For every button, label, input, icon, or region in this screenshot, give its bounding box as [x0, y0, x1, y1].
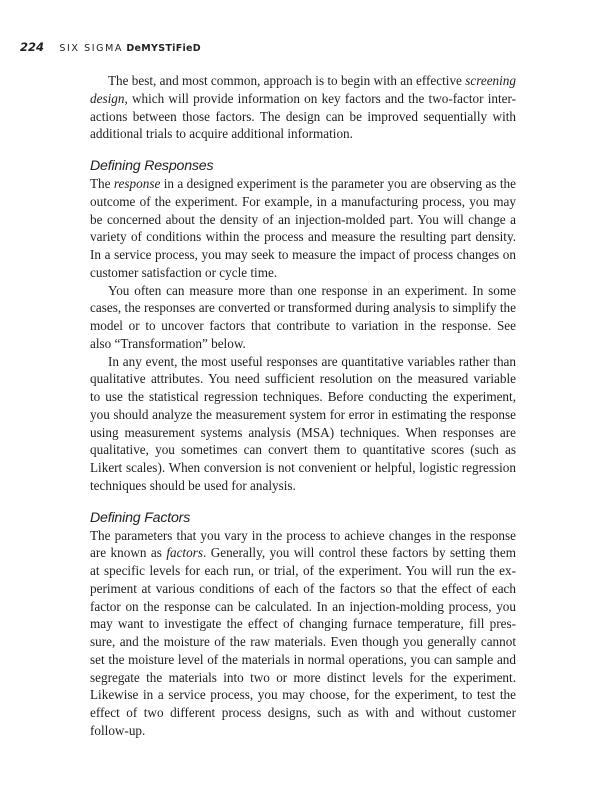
running-head: [20, 40, 201, 54]
text-line: actions between those factors. The design can be improved sequentially with: [90, 108, 516, 124]
responses-paragraph-3: [90, 353, 516, 495]
text-line: factor on the response can be calculated. In an injection-molding process, you: [90, 598, 516, 614]
text-line: Likert scales). When conversion is not convenient or helpful, logistic regression: [90, 460, 516, 475]
section-heading-responses: Defining Responses: [90, 158, 214, 174]
text-line: qualitative attributes. You need sufficient resolution on the measured variable: [90, 371, 516, 387]
text-line: qualitative, you sometimes can convert them to quantitative scores (such as: [90, 442, 516, 458]
text-line: outcome of the experiment. For example, in a manufacturing process, you may: [90, 193, 516, 209]
book-title: SIX SIGMA: [59, 43, 124, 54]
emphasis-term: factors: [166, 545, 203, 561]
text-line: follow-up.: [90, 722, 146, 738]
text-line: variety of conditions within the process and measure the resulting part density.: [90, 229, 516, 245]
text-line: may want to investigate the effect of changing furnace temperature, fill pres-: [90, 616, 516, 632]
text-line: The best, and most common, approach is to begin with an effective screening: [108, 73, 516, 88]
text-line: using measurement systems analysis (MSA) techniques. When responses are: [90, 424, 516, 440]
responses-paragraph-1: [90, 175, 516, 282]
text-line: be concerned about the density of an injection-molded part. You will change a: [90, 211, 516, 227]
emphasis-term: screening: [465, 73, 516, 88]
text-line: you should analyze the measurement system for error in estimating the response: [90, 406, 516, 422]
series-name: DeMYSTiFieD: [126, 43, 201, 54]
text-line: design, which will provide information on key factors and the two-factor inter-: [90, 90, 516, 106]
text-line: effect of two different process designs, such as with and without customer: [90, 705, 516, 720]
text-line: Likewise in a service process, you may choose, for the experiment, to test the: [90, 687, 516, 703]
text-line: customer satisfaction or cycle time.: [90, 264, 278, 280]
text-line: The response in a designed experiment is the parameter you are observing as the: [90, 176, 516, 191]
section-heading-factors: Defining Factors: [90, 509, 191, 526]
text-line: model or to uncover factors that contribute to variation in the response. See: [90, 318, 516, 333]
page-number: 224: [20, 40, 45, 54]
text-line: are known as factors. Generally, you will control these factors by setting them: [90, 545, 516, 561]
text-line: In any event, the most useful responses are quantitative variables rather than: [108, 353, 516, 369]
text-line: techniques should be used for analysis.: [90, 477, 296, 493]
text-line: You often can measure more than one response in an experiment. In some: [108, 282, 516, 298]
text-line: to use the statistical regression techniques. Before conducting the experiment,: [90, 389, 516, 404]
text-line: cases, the responses are converted or transformed during analysis to simplify the: [90, 300, 516, 316]
factors-paragraph: [90, 527, 516, 740]
text-line: set the moisture level of the materials in normal operations, you can sample and: [90, 651, 516, 667]
text-line: The parameters that you vary in the process to achieve changes in the response: [90, 527, 516, 543]
responses-paragraph-2: [90, 282, 516, 353]
text-line: sure, and the moisture of the raw materials. Even though you generally cannot: [90, 634, 516, 649]
emphasis-term: design: [90, 90, 125, 106]
page-body: [90, 72, 516, 740]
text-line: also “Transformation” below.: [90, 335, 246, 351]
text-line: In a service process, you may seek to measure the impact of process changes on: [90, 247, 516, 262]
text-line: segregate the materials into two or more distinct levels for the experiment.: [90, 669, 516, 685]
emphasis-term: response: [113, 176, 161, 191]
text-line: additional trials to acquire additional information.: [90, 126, 353, 142]
intro-paragraph: [90, 72, 516, 143]
text-line: periment at various conditions of each of the factors so that the effect of each: [90, 580, 516, 596]
text-line: at specific levels for each run, or trial, of the experiment. You will run the ex-: [90, 563, 516, 578]
